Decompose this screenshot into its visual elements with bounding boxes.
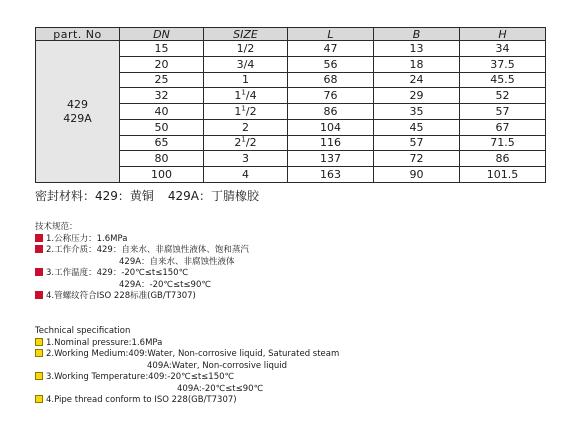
cn-spec-block <box>35 222 249 303</box>
cn-spec-item-3-cont: 429A：-20℃≤t≤90℃ <box>119 279 211 290</box>
cn-spec-item-2 <box>35 245 249 257</box>
cn-spec-item-2-cont: 429A：自来水、非腐蚀性液体 <box>119 256 235 267</box>
cell-h: 86 <box>460 151 546 167</box>
red-square-icon <box>35 234 43 242</box>
header-dn: DN <box>120 28 204 41</box>
cell-dn: 50 <box>120 119 204 135</box>
size-main: 1 <box>234 89 242 103</box>
cell-l: 68 <box>288 72 374 88</box>
cell-h: 37.5 <box>460 56 546 72</box>
cell-l: 76 <box>288 88 374 104</box>
seal-material-429a: 429A：丁腈橡胶 <box>167 189 260 203</box>
cell-size <box>204 119 288 135</box>
size-main: 4 <box>242 168 249 182</box>
model-number: 429A <box>63 111 92 125</box>
cn-spec-item-3 <box>35 268 249 280</box>
cn-spec-text: 1.公称压力：1.6MPa <box>46 233 128 244</box>
red-square-icon <box>35 268 43 276</box>
cell-dn: 80 <box>120 151 204 167</box>
size-main: 3 <box>242 152 249 166</box>
cell-b: 72 <box>374 151 460 167</box>
cell-size <box>204 167 288 183</box>
cell-h: 101.5 <box>460 167 546 183</box>
en-spec-item-2-cont: 409A:Water, Non-corrosive liquid <box>147 360 288 371</box>
spec-table <box>35 27 546 183</box>
cell-l: 116 <box>288 135 374 151</box>
cell-dn: 100 <box>120 167 204 183</box>
cell-dn: 15 <box>120 41 204 57</box>
cell-dn: 25 <box>120 72 204 88</box>
cell-h: 52 <box>460 88 546 104</box>
cell-h: 34 <box>460 41 546 57</box>
cell-l: 104 <box>288 119 374 135</box>
cell-h: 67 <box>460 119 546 135</box>
header-part-no: part. No <box>36 28 120 41</box>
cell-b: 18 <box>374 56 460 72</box>
size-superscript: 1 <box>241 104 246 113</box>
cn-spec-title: 技术规范： <box>35 222 78 232</box>
model-number: 429 <box>67 97 88 111</box>
cn-spec-item-4 <box>35 291 249 303</box>
table-header-row <box>36 28 546 41</box>
cell-l: 86 <box>288 104 374 120</box>
seal-material-429: 密封材料：429：黄铜 <box>35 189 154 203</box>
en-spec-item-1 <box>35 338 339 350</box>
size-fraction: /2 <box>245 104 257 118</box>
yellow-square-icon <box>35 395 43 403</box>
cell-b: 57 <box>374 135 460 151</box>
en-spec-text: 2.Working Medium:409:Water, Non-corrosive liquid, Saturated steam <box>46 349 340 359</box>
table-body <box>36 41 546 183</box>
cell-b: 45 <box>374 119 460 135</box>
yellow-square-icon <box>35 338 43 346</box>
cell-b: 90 <box>374 167 460 183</box>
size-superscript: 1 <box>241 135 246 144</box>
en-spec-item-4 <box>35 395 339 407</box>
cn-spec-item-1 <box>35 234 249 246</box>
en-spec-block <box>35 326 339 407</box>
size-main: 1 <box>242 73 249 87</box>
cn-spec-text: 2.工作介质：429：自来水、非腐蚀性液体、饱和蒸汽 <box>46 245 249 255</box>
cell-size <box>204 135 288 151</box>
size-fraction: /4 <box>245 89 257 103</box>
cell-b: 13 <box>374 41 460 57</box>
size-fraction: /2 <box>245 136 257 150</box>
yellow-square-icon <box>35 372 43 380</box>
cell-dn: 40 <box>120 104 204 120</box>
size-superscript: 1 <box>241 88 246 97</box>
cell-size <box>204 56 288 72</box>
yellow-square-icon <box>35 349 43 357</box>
cell-h: 71.5 <box>460 135 546 151</box>
cell-b: 35 <box>374 104 460 120</box>
header-l: L <box>288 28 374 41</box>
size-main: 1/2 <box>236 41 255 55</box>
en-spec-item-3-cont: 409A:-20℃≤t≤90℃ <box>177 383 264 394</box>
cell-size <box>204 41 288 57</box>
cell-dn: 65 <box>120 135 204 151</box>
cell-size <box>204 151 288 167</box>
en-spec-item-2 <box>35 349 339 361</box>
size-main: 3/4 <box>236 57 255 71</box>
red-square-icon <box>35 291 43 299</box>
cn-spec-text: 3.工作温度：429：-20℃≤t≤150℃ <box>46 268 189 278</box>
en-spec-text: 1.Nominal pressure:1.6MPa <box>46 337 163 348</box>
cell-l: 47 <box>288 41 374 57</box>
cell-l: 137 <box>288 151 374 167</box>
cell-size <box>204 72 288 88</box>
header-size: SIZE <box>204 28 288 41</box>
seal-material-line <box>35 187 259 204</box>
cell-l: 163 <box>288 167 374 183</box>
cell-h: 45.5 <box>460 72 546 88</box>
en-spec-text: 3.Working Temperature:409:-20℃≤t≤150℃ <box>46 372 235 382</box>
table-row <box>36 41 546 57</box>
cell-dn: 20 <box>120 56 204 72</box>
cell-b: 29 <box>374 88 460 104</box>
cn-spec-text: 4.管螺纹符合ISO 228标准(GB/T7307) <box>46 291 196 301</box>
red-square-icon <box>35 245 43 253</box>
cell-size <box>204 104 288 120</box>
cell-b: 24 <box>374 72 460 88</box>
size-main: 2 <box>234 136 242 150</box>
en-spec-title: Technical specification <box>35 326 131 336</box>
header-h: H <box>460 28 546 41</box>
en-spec-text: 4.Pipe thread conform to ISO 228(GB/T7307) <box>46 395 237 405</box>
cell-size <box>204 88 288 104</box>
cell-l: 56 <box>288 56 374 72</box>
en-spec-item-3 <box>35 372 339 384</box>
model-cell <box>36 41 120 183</box>
header-b: B <box>374 28 460 41</box>
cell-dn: 32 <box>120 88 204 104</box>
size-main: 1 <box>234 104 242 118</box>
size-main: 2 <box>242 120 249 134</box>
cell-h: 57 <box>460 104 546 120</box>
